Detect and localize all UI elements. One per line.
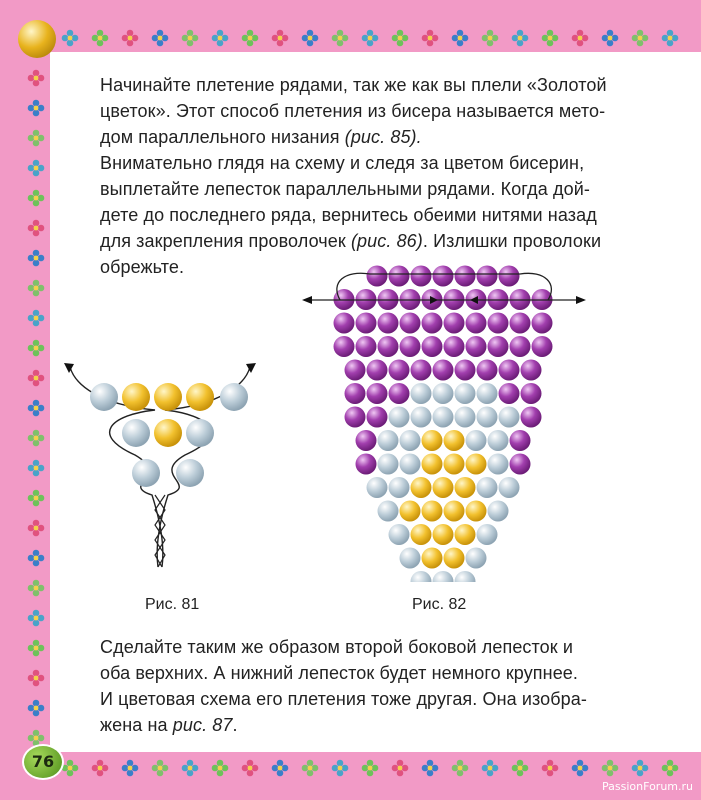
p3-line-1: Сделайте таким же образом второй боковой лепесток и <box>100 637 574 657</box>
fig81-bead-yellow <box>154 419 182 447</box>
fig82-bead-purple <box>389 266 410 287</box>
fig82-bead-grey <box>455 383 476 404</box>
bead-flower-icon <box>482 760 499 777</box>
fig81-bead-yellow <box>122 383 150 411</box>
fig81-bead-grey <box>220 383 248 411</box>
bead-flower-icon <box>362 760 379 777</box>
fig82-bead-yellow <box>400 501 421 522</box>
bead-flower-icon <box>28 610 45 627</box>
fig82-bead-purple <box>488 313 509 334</box>
figure-ref-86[interactable]: (рис. 86) <box>350 231 423 251</box>
bead-flower-icon <box>28 100 45 117</box>
bead-flower-icon <box>302 30 319 47</box>
bead-flower-icon <box>212 760 229 777</box>
paragraph-2 <box>100 150 660 280</box>
fig82-bead-purple <box>356 454 377 475</box>
bead-flower-icon <box>62 30 79 47</box>
watermark: PassionForum.ru <box>602 780 693 793</box>
fig82-bead-grey <box>378 501 399 522</box>
fig82-bead-purple <box>334 313 355 334</box>
bead-flower-icon <box>28 640 45 657</box>
p2-line-5: обрежьте. <box>100 257 185 277</box>
bead-flower-icon <box>152 30 169 47</box>
bead-flower-icon <box>542 760 559 777</box>
fig82-bead-purple <box>521 383 542 404</box>
fig82-bead-grey <box>389 477 410 498</box>
fig82-bead-purple <box>510 313 531 334</box>
bead-flower-icon <box>272 30 289 47</box>
bottom-text-block <box>100 634 660 738</box>
fig82-bead-purple <box>356 313 377 334</box>
fig81-bead-yellow <box>154 383 182 411</box>
p3-line-2: оба верхних. А нижний лепесток будет немного крупнее. <box>100 663 579 683</box>
fig82-bead-grey <box>433 383 454 404</box>
bead-flower-icon <box>28 280 45 297</box>
fig82-bead-yellow <box>466 454 487 475</box>
fig82-bead-purple <box>400 313 421 334</box>
bead-flower-icon <box>28 190 45 207</box>
fig82-bead-purple <box>334 336 355 357</box>
fig82-bead-grey <box>433 571 454 582</box>
arrow-head-left <box>64 363 74 373</box>
p4-line-2: жена на <box>100 715 173 735</box>
bead-flower-icon <box>28 220 45 237</box>
fig82-bead-purple <box>400 336 421 357</box>
fig82-bead-purple <box>356 336 377 357</box>
bead-flower-icon <box>62 760 79 777</box>
fig82-bead-purple <box>422 336 443 357</box>
figure-82-diagram <box>300 262 590 582</box>
bead-flower-icon <box>28 160 45 177</box>
fig82-bead-purple <box>422 313 443 334</box>
fig82-bead-purple <box>345 383 366 404</box>
paragraph-3 <box>100 634 660 686</box>
fig82-bead-purple <box>521 360 542 381</box>
fig82-bead-yellow <box>422 501 443 522</box>
p2-line-2: выплетайте лепесток параллельными рядами. Когда дой- <box>100 179 590 199</box>
page-number: 76 <box>31 752 55 771</box>
fig82-bead-grey <box>389 524 410 545</box>
fig82-bead-grey <box>488 454 509 475</box>
fig82-bead-yellow <box>444 548 465 569</box>
bead-flower-icon <box>28 700 45 717</box>
bead-flower-icon <box>28 130 45 147</box>
fig82-bead-grey <box>477 524 498 545</box>
paragraph-1 <box>100 72 660 150</box>
p2-line-1: Внимательно глядя на схему и следя за цветом бисерин, <box>100 153 585 173</box>
fig82-bead-grey <box>378 430 399 451</box>
fig82-bead-yellow <box>411 524 432 545</box>
p2-line-4: для закрепления проволочек <box>100 231 351 251</box>
bead-flower-icon <box>512 30 529 47</box>
fig82-bead-yellow <box>433 477 454 498</box>
fig82-bead-purple <box>389 360 410 381</box>
fig82-bead-purple <box>367 407 388 428</box>
fig82-bead-purple <box>532 336 553 357</box>
bead-flower-icon <box>632 30 649 47</box>
fig82-bead-purple <box>411 266 432 287</box>
figure-81-caption: Рис. 81 <box>145 596 200 613</box>
bead-flower-icon <box>28 550 45 567</box>
bead-flower-icon <box>28 400 45 417</box>
fig82-bead-purple <box>466 336 487 357</box>
fig82-bead-purple <box>378 336 399 357</box>
fig81-bead-grey <box>132 459 160 487</box>
bead-flower-icon <box>28 250 45 267</box>
fig82-bead-grey <box>378 454 399 475</box>
fig82-bead-grey <box>455 407 476 428</box>
fig82-bead-purple <box>378 313 399 334</box>
fig82-bead-purple <box>444 313 465 334</box>
bead-flower-icon <box>28 520 45 537</box>
bead-flower-icon <box>28 70 45 87</box>
bead-flower-icon <box>28 460 45 477</box>
fig82-bead-purple <box>455 266 476 287</box>
fig82-bead-purple <box>466 313 487 334</box>
p1-line-2: цветок». Этот способ плетения из бисера называется мето- <box>100 101 606 121</box>
bead-flower-icon <box>332 760 349 777</box>
fig82-bead-purple <box>433 266 454 287</box>
fig81-bead-grey <box>186 419 214 447</box>
p4-line-1: И цветовая схема его плетения тоже другая. Она изобра- <box>100 689 587 709</box>
fig82-bead-grey <box>477 477 498 498</box>
fig81-bead-grey <box>90 383 118 411</box>
fig82-bead-yellow <box>411 477 432 498</box>
fig82-bead-grey <box>400 430 421 451</box>
fig82-bead-grey <box>411 383 432 404</box>
fig82-bead-purple <box>521 407 542 428</box>
fig82-bead-purple <box>499 383 520 404</box>
fig82-bead-yellow <box>422 454 443 475</box>
bead-flower-icon <box>92 760 109 777</box>
bead-flower-icon <box>542 30 559 47</box>
fig82-bead-grey <box>389 407 410 428</box>
bead-flower-icon <box>632 760 649 777</box>
fig82-bead-grey <box>411 407 432 428</box>
fig82-bead-grey <box>488 430 509 451</box>
fig82-bead-yellow <box>444 454 465 475</box>
page-number-badge <box>22 744 64 780</box>
fig82-bead-yellow <box>455 477 476 498</box>
p1-line-3: дом параллельного низания <box>100 127 345 147</box>
bead-flower-icon <box>92 30 109 47</box>
bead-flower-icon <box>332 30 349 47</box>
fig82-bead-purple <box>510 454 531 475</box>
bead-flower-icon <box>28 340 45 357</box>
fig82-bead-grid <box>334 266 553 583</box>
bead-flower-icon <box>28 310 45 327</box>
bead-flower-icon <box>392 30 409 47</box>
fig82-bead-purple <box>433 360 454 381</box>
p2-line-4-tail: . Излишки проволоки <box>422 231 602 251</box>
bead-flower-icon <box>242 760 259 777</box>
figure-81-diagram <box>60 355 260 575</box>
fig82-bead-grey <box>466 548 487 569</box>
top-text-block <box>100 72 660 280</box>
bead-flower-icon <box>662 30 679 47</box>
fig82-bead-purple <box>367 266 388 287</box>
fig82-bead-purple <box>477 360 498 381</box>
fig82-bead-purple <box>367 383 388 404</box>
bead-flower-icon <box>28 490 45 507</box>
fig82-bead-yellow <box>422 430 443 451</box>
figure-ref-87[interactable]: рис. 87 <box>172 715 233 735</box>
bead-flower-icon <box>28 370 45 387</box>
bead-flower-icon <box>122 30 139 47</box>
fig82-bead-grey <box>400 454 421 475</box>
bead-flower-icon <box>662 760 679 777</box>
figure-82-caption: Рис. 82 <box>412 596 467 613</box>
bead-flower-icon <box>28 580 45 597</box>
bead-flower-icon <box>28 430 45 447</box>
fig82-bead-yellow <box>455 524 476 545</box>
bead-flower-icon <box>452 30 469 47</box>
bead-flower-icon <box>242 30 259 47</box>
bead-flower-icon <box>122 760 139 777</box>
fig82-bead-yellow <box>433 524 454 545</box>
bead-flower-icon <box>482 30 499 47</box>
fig82-bead-purple <box>488 336 509 357</box>
fig81-bead-grey <box>122 419 150 447</box>
arrow-head-right <box>576 296 586 304</box>
fig82-bead-purple <box>411 360 432 381</box>
bead-flower-icon <box>452 760 469 777</box>
fig82-bead-purple <box>345 360 366 381</box>
bead-flower-icon <box>182 30 199 47</box>
fig82-bead-purple <box>345 407 366 428</box>
bead-flower-icon <box>362 30 379 47</box>
p2-line-3: дете до последнего ряда, вернитесь обеими нитями назад <box>100 205 597 225</box>
fig82-bead-grey <box>477 383 498 404</box>
bead-flower-icon <box>182 760 199 777</box>
fig82-bead-purple <box>444 336 465 357</box>
fig82-bead-purple <box>499 266 520 287</box>
fig82-bead-yellow <box>444 430 465 451</box>
fig82-bead-grey <box>488 501 509 522</box>
fig82-bead-grey <box>499 477 520 498</box>
bead-flower-icon <box>422 760 439 777</box>
bead-flower-icon <box>392 760 409 777</box>
fig82-bead-grey <box>455 571 476 582</box>
bead-flower-icon <box>422 30 439 47</box>
fig82-bead-yellow <box>466 501 487 522</box>
bead-flower-icon <box>602 30 619 47</box>
bead-flower-icon <box>302 760 319 777</box>
p1-line-1: Начинайте плетение рядами, так же как вы плели «Золотой <box>100 75 607 95</box>
p4-line-2-tail: . <box>232 715 238 735</box>
fig82-bead-grey <box>367 477 388 498</box>
fig82-bead-grey <box>477 407 498 428</box>
fig82-bead-yellow <box>422 548 443 569</box>
arrow-head-right <box>246 363 256 373</box>
fig82-bead-grey <box>499 407 520 428</box>
fig82-bead-yellow <box>444 501 465 522</box>
fig82-bead-purple <box>532 313 553 334</box>
fig82-bead-grey <box>411 571 432 582</box>
bead-flower-icon <box>152 760 169 777</box>
fig81-bead-yellow <box>186 383 214 411</box>
bead-flower-icon <box>572 30 589 47</box>
bead-flower-icon <box>512 760 529 777</box>
bead-flower-icon <box>28 670 45 687</box>
bead-flower-icon <box>212 30 229 47</box>
fig82-bead-purple <box>455 360 476 381</box>
fig82-bead-purple <box>356 430 377 451</box>
gold-bead-icon <box>18 20 56 58</box>
bead-flower-icon <box>572 760 589 777</box>
bead-flower-icon <box>602 760 619 777</box>
paragraph-4 <box>100 686 660 738</box>
figure-ref-85[interactable]: (рис. 85). <box>344 127 422 147</box>
fig82-bead-grey <box>466 430 487 451</box>
fig82-bead-purple <box>510 336 531 357</box>
fig82-bead-purple <box>510 430 531 451</box>
fig82-bead-purple <box>499 360 520 381</box>
fig82-bead-grey <box>433 407 454 428</box>
fig82-bead-purple <box>367 360 388 381</box>
fig81-bead-grey <box>176 459 204 487</box>
fig82-bead-purple <box>389 383 410 404</box>
fig82-bead-grey <box>400 548 421 569</box>
arrow-head-left <box>302 296 312 304</box>
fig82-bead-purple <box>477 266 498 287</box>
bead-flower-icon <box>272 760 289 777</box>
